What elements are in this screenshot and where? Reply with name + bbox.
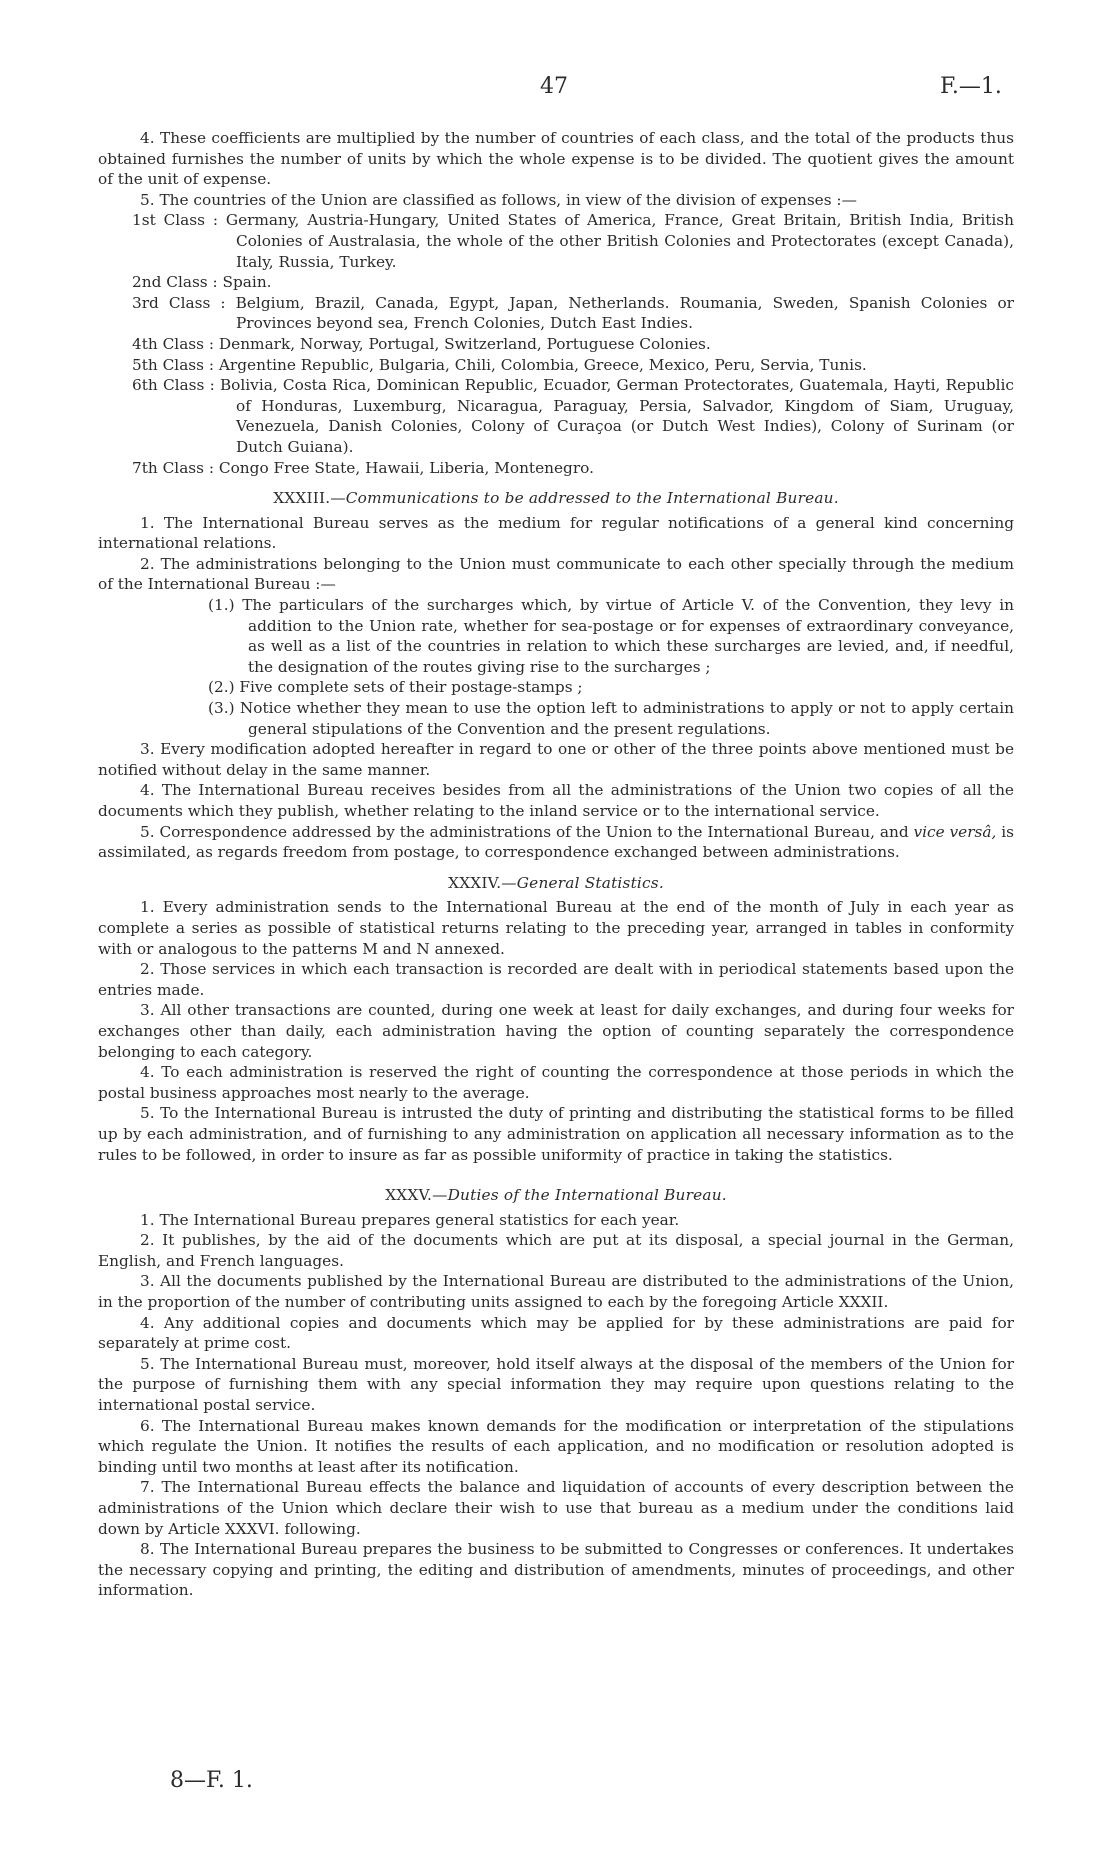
class-item: 2nd Class : Spain. [132,273,272,292]
class-item: 6th Class : Bolivia, Costa Rica, Dominican Republic, Ecuador, German Protectorates, Guatemala, Hayti, Republic of Honduras, Luxemburg, Nicaragua, Paraguay, Persia, Salvador, Kingdom of Siam, Uruguay, Venezuela, Danish Colonies, Colony of Curaçoa (or Dutch West Indies), Colony of Surinam (or Dutch Guiana). [132,376,1014,456]
section-title: Duties of the International Bureau. [447,1186,727,1205]
signature-mark: 8—F. 1. [170,1768,253,1793]
paragraph-text: is assimilated, as regards freedom from postage, to correspondence exchanged between administrations. [98,822,1014,862]
class-item: 5th Class : Argentine Republic, Bulgaria, Chili, Colombia, Greece, Mexico, Peru, Servia, Tunis. [132,355,867,374]
paragraph: 4. To each administration is reserved the right of counting the correspondence at those periods in which the postal business approaches most nearly to the average. [98,1063,1014,1102]
sub-item: (1.) The particulars of the surcharges which, by virtue of Article V. of the Convention, they levy in addition to the Union rate, whether for sea-postage or for expenses of extraordinary conveyance, as well as a list of the countries in relation to which these surcharges are levied, and, if needful, the designation of the routes giving rise to the surcharges ; [208,596,1014,676]
paragraph: 3. Every modification adopted hereafter in regard to one or other of the three points above mentioned must be notified without delay in the same manner. [98,740,1014,779]
paragraph [98,822,1014,863]
paragraph: 1. Every administration sends to the International Bureau at the end of the month of July in each year as complete a series as possible of statistical returns relating to the preceding year, arranged in tables in conformity with or analogous to the patterns M and N annexed. [98,898,1014,958]
class-item: 3rd Class : Belgium, Brazil, Canada, Egypt, Japan, Netherlands. Roumania, Sweden, Spanish Colonies or Provinces beyond sea, French Colonies, Dutch East Indies. [132,293,1014,333]
paragraph: 4. Any additional copies and documents which may be applied for by these administrations are paid for separately at prime cost. [98,1313,1014,1353]
section-heading-xxxiii [98,488,1014,509]
class-item: 1st Class : Germany, Austria-Hungary, United States of America, France, Great Britain, British India, British Colonies of Australasia, the whole of the other British Colonies and Protectorates (except Canada), Italy, Russia, Turkey. [132,211,1014,271]
section-heading-xxxiv [98,873,1014,894]
section-number: XXXV.— [385,1186,448,1205]
paragraph: 7. The International Bureau effects the balance and liquidation of accounts of every description between the administrations of the Union which declare their wish to use that bureau as a medium under the conditions laid down by Article XXXVI. following. [98,1478,1014,1538]
paragraph: 1. The International Bureau serves as the medium for regular notifications of a general kind concerning international relations. [98,513,1014,553]
class-item: 4th Class : Denmark, Norway, Portugal, Switzerland, Portuguese Colonies. [132,334,711,353]
paragraph: 2. The administrations belonging to the Union must communicate to each other specially through the medium of the International Bureau :— [98,554,1014,594]
paragraph: 6. The International Bureau makes known demands for the modification or interpretation of the stipulations which regulate the Union. It notifies the results of each application, and no modification or resolution adopted is binding until two months at least after its notification. [98,1416,1014,1476]
paragraph: 3. All the documents published by the International Bureau are distributed to the administrations of the Union, in the proportion of the number of contributing units assigned to each by the foregoing Article XXXII. [98,1272,1014,1312]
document-reference: F.—1. [940,74,1002,99]
paragraph: 5. To the International Bureau is intrusted the duty of printing and distributing the statistical forms to be filled up by each administration, and of furnishing to any administration on application all necessary information as to the rules to be followed, in order to insure as far as possible uniformity of practice in taking the statistics. [98,1104,1014,1164]
sub-item: (2.) Five complete sets of their postage-stamps ; [208,678,583,697]
paragraph: 4. The International Bureau receives besides from all the administrations of the Union two copies of all the documents which they publish, whether relating to the inland service or to the international service. [98,781,1014,820]
paragraph: 2. Those services in which each transaction is recorded are dealt with in periodical statements based upon the entries made. [98,960,1014,999]
section-number: XXXIII.— [273,489,346,508]
section-heading-xxxv [98,1185,1014,1206]
section-title: General Statistics. [516,873,664,892]
paragraph: 5. The countries of the Union are classified as follows, in view of the division of expenses :— [140,190,857,209]
sub-item: (3.) Notice whether they mean to use the option left to administrations to apply or not to apply certain general stipulations of the Convention and the present regulations. [208,699,1014,738]
document-body [98,128,1014,1601]
paragraph: 8. The International Bureau prepares the business to be submitted to Congresses or conferences. It undertakes the necessary copying and printing, the editing and distribution of amendments, minutes of proceedings, and other information. [98,1540,1014,1600]
paragraph: 5. The International Bureau must, moreover, hold itself always at the disposal of the members of the Union for the purpose of furnishing them with any special information they may require upon questions relating to the international postal service. [98,1354,1014,1415]
paragraph: 4. These coefficients are multiplied by the number of countries of each class, and the total of the products thus obtained furnishes the number of units by which the whole expense is to be divided. The quotient gives the amount of the unit of expense. [98,129,1014,189]
paragraph: 2. It publishes, by the aid of the documents which are put at its disposal, a special journal in the German, English, and French languages. [98,1231,1014,1270]
paragraph-text: 5. Correspondence addressed by the administrations of the Union to the International Bureau, and [140,822,909,841]
class-list [98,210,1014,478]
page-number: 47 [540,74,568,99]
class-item: 7th Class : Congo Free State, Hawaii, Liberia, Montenegro. [132,458,594,477]
section-number: XXXIV.— [448,873,517,892]
paragraph: 3. All other transactions are counted, during one week at least for daily exchanges, and during four weeks for exchanges other than daily, each administration having the option of counting separately the correspondence belonging to each category. [98,1001,1014,1061]
italic-phrase: vice versâ, [913,822,997,841]
section-title: Communications to be addressed to the International Bureau. [345,489,839,508]
paragraph: 1. The International Bureau prepares general statistics for each year. [140,1210,680,1229]
